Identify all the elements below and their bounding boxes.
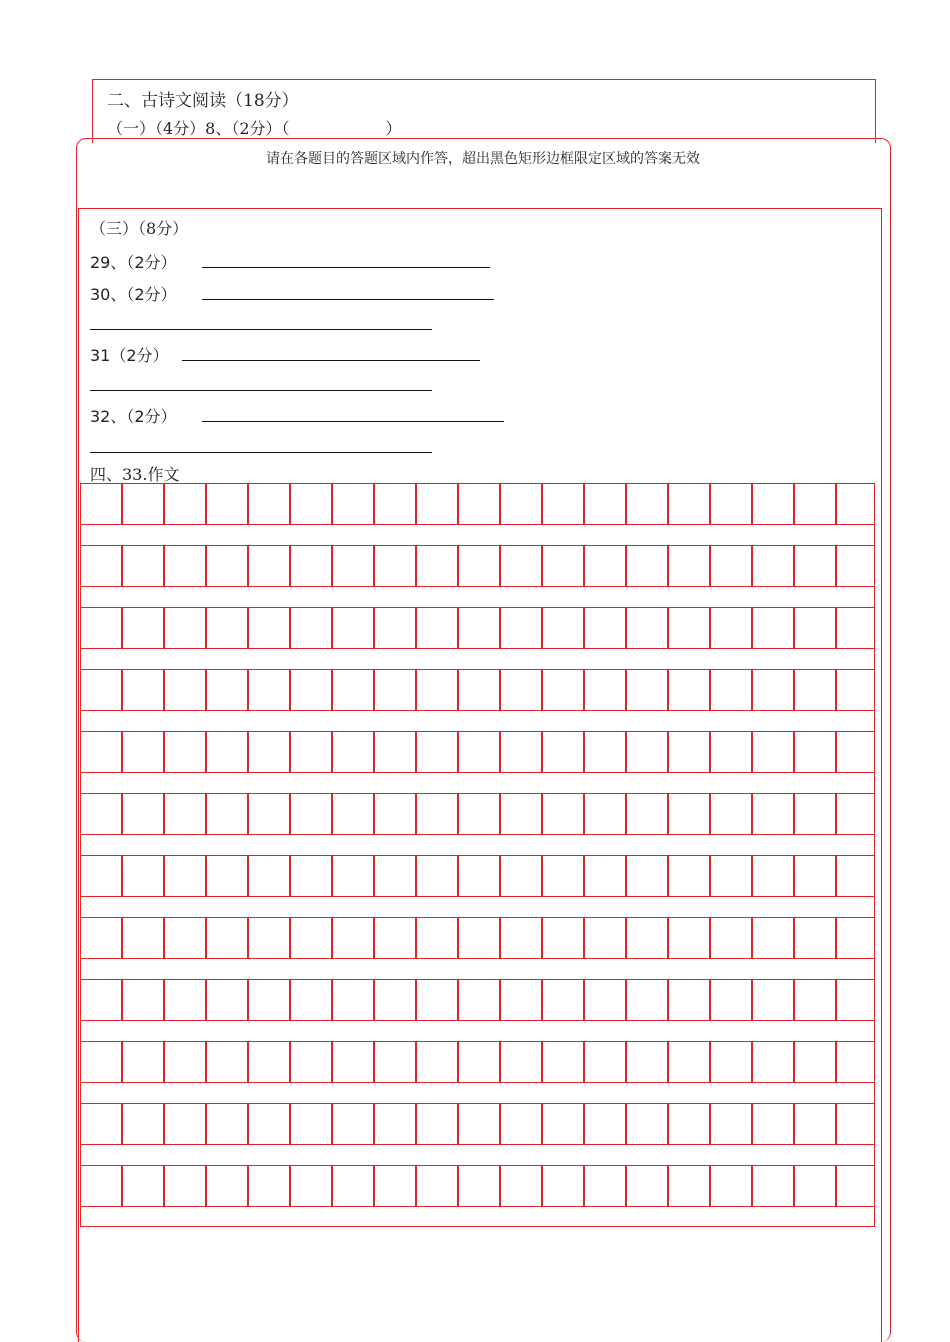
essay-grid-gap — [80, 711, 875, 731]
essay-grid-cell[interactable] — [794, 793, 836, 835]
essay-grid-cell[interactable] — [458, 793, 500, 835]
essay-grid-cell[interactable] — [794, 607, 836, 649]
essay-grid-cell[interactable] — [164, 607, 206, 649]
essay-grid-cell[interactable] — [248, 979, 290, 1021]
essay-grid-cell[interactable] — [290, 793, 332, 835]
essay-grid-cell[interactable] — [206, 607, 248, 649]
essay-grid-cell[interactable] — [794, 855, 836, 897]
essay-grid-cell[interactable] — [206, 917, 248, 959]
essay-grid-cell[interactable] — [836, 483, 875, 525]
essay-grid-cell[interactable] — [752, 1041, 794, 1083]
essay-grid-cell[interactable] — [626, 669, 668, 711]
essay-grid-cell[interactable] — [248, 607, 290, 649]
essay-grid-bottom-line — [80, 1226, 875, 1227]
essay-grid-cell[interactable] — [416, 545, 458, 587]
essay-grid-cell[interactable] — [374, 1041, 416, 1083]
essay-grid-cell[interactable] — [80, 545, 122, 587]
section-3-title: （三）（8分） — [90, 219, 189, 238]
essay-grid-cell[interactable] — [332, 1103, 374, 1145]
essay-grid-cell[interactable] — [332, 1165, 374, 1207]
essay-grid-cell[interactable] — [290, 1103, 332, 1145]
essay-grid-cell[interactable] — [626, 917, 668, 959]
essay-grid-cell[interactable] — [836, 545, 875, 587]
answer-line-31[interactable] — [182, 360, 480, 361]
essay-grid-cell[interactable] — [542, 669, 584, 711]
essay-grid-cell[interactable] — [794, 917, 836, 959]
essay-grid-cell[interactable] — [122, 607, 164, 649]
essay-grid-cell[interactable] — [710, 669, 752, 711]
essay-grid-cell[interactable] — [332, 607, 374, 649]
essay-grid-cell[interactable] — [290, 607, 332, 649]
question-8-label: （一）（4分）8、（2分）（ ） — [107, 119, 402, 138]
answer-line-32[interactable] — [202, 421, 504, 422]
essay-grid-gap — [80, 897, 875, 917]
essay-grid-cell[interactable] — [710, 1041, 752, 1083]
essay-grid-cell[interactable] — [752, 669, 794, 711]
essay-grid-cell[interactable] — [500, 731, 542, 773]
essay-grid-cell[interactable] — [206, 545, 248, 587]
essay-grid-cell[interactable] — [668, 793, 710, 835]
essay-grid-cell[interactable] — [500, 855, 542, 897]
essay-grid-cell[interactable] — [710, 979, 752, 1021]
essay-grid-cell[interactable] — [290, 483, 332, 525]
essay-grid-cell[interactable] — [710, 607, 752, 649]
essay-grid-cell[interactable] — [164, 545, 206, 587]
essay-grid-cell[interactable] — [416, 1041, 458, 1083]
essay-grid-cell[interactable] — [206, 1165, 248, 1207]
essay-grid-row — [80, 669, 875, 711]
essay-grid-cell[interactable] — [584, 917, 626, 959]
essay-grid-cell[interactable] — [290, 979, 332, 1021]
essay-grid-cell[interactable] — [164, 1041, 206, 1083]
essay-grid-cell[interactable] — [206, 793, 248, 835]
essay-grid-cell[interactable] — [542, 1165, 584, 1207]
essay-grid-cell[interactable] — [206, 855, 248, 897]
essay-grid-cell[interactable] — [332, 917, 374, 959]
essay-grid-cell[interactable] — [290, 855, 332, 897]
essay-grid-row — [80, 607, 875, 649]
essay-grid-cell[interactable] — [164, 669, 206, 711]
essay-grid-cell[interactable] — [122, 793, 164, 835]
essay-grid-cell[interactable] — [458, 731, 500, 773]
essay-grid-cell[interactable] — [752, 731, 794, 773]
essay-grid-cell[interactable] — [374, 979, 416, 1021]
essay-grid-cell[interactable] — [458, 483, 500, 525]
essay-grid-cell[interactable] — [710, 545, 752, 587]
essay-grid-cell[interactable] — [248, 1165, 290, 1207]
essay-grid-cell[interactable] — [542, 1103, 584, 1145]
essay-grid-cell[interactable] — [290, 731, 332, 773]
essay-grid-cell[interactable] — [836, 1103, 875, 1145]
essay-grid-cell[interactable] — [164, 483, 206, 525]
essay-grid-cell[interactable] — [752, 793, 794, 835]
essay-grid-cell[interactable] — [584, 1103, 626, 1145]
essay-grid-cell[interactable] — [332, 669, 374, 711]
essay-title: 四、33.作文 — [90, 465, 180, 484]
essay-grid-cell[interactable] — [206, 1041, 248, 1083]
essay-grid-cell[interactable] — [416, 855, 458, 897]
essay-grid-cell[interactable] — [374, 483, 416, 525]
essay-grid-cell[interactable] — [80, 1041, 122, 1083]
essay-grid-cell[interactable] — [374, 917, 416, 959]
essay-grid-cell[interactable] — [248, 731, 290, 773]
essay-grid-gap — [80, 649, 875, 669]
essay-grid-cell[interactable] — [80, 793, 122, 835]
essay-grid-cell[interactable] — [290, 669, 332, 711]
essay-grid-cell[interactable] — [584, 1041, 626, 1083]
essay-grid-cell[interactable] — [80, 917, 122, 959]
essay-grid-cell[interactable] — [584, 545, 626, 587]
essay-grid-cell[interactable] — [416, 607, 458, 649]
essay-grid-cell[interactable] — [332, 979, 374, 1021]
essay-grid-gap — [80, 959, 875, 979]
essay-grid-cell[interactable] — [500, 483, 542, 525]
essay-grid-gap — [80, 587, 875, 607]
essay-grid-cell[interactable] — [794, 483, 836, 525]
essay-grid-gap — [80, 1145, 875, 1165]
essay-grid-cell[interactable] — [290, 1041, 332, 1083]
essay-grid[interactable] — [80, 483, 875, 1223]
essay-grid-cell[interactable] — [752, 545, 794, 587]
essay-grid-cell[interactable] — [584, 607, 626, 649]
essay-grid-cell[interactable] — [584, 1165, 626, 1207]
essay-grid-cell[interactable] — [626, 483, 668, 525]
essay-grid-cell[interactable] — [542, 731, 584, 773]
essay-grid-cell[interactable] — [668, 669, 710, 711]
essay-grid-cell[interactable] — [836, 731, 875, 773]
essay-grid-cell[interactable] — [752, 979, 794, 1021]
essay-grid-cell[interactable] — [416, 731, 458, 773]
essay-grid-cell[interactable] — [500, 1041, 542, 1083]
essay-grid-cell[interactable] — [332, 731, 374, 773]
essay-grid-cell[interactable] — [542, 483, 584, 525]
essay-grid-cell[interactable] — [794, 669, 836, 711]
essay-grid-cell[interactable] — [752, 607, 794, 649]
essay-grid-cell[interactable] — [752, 1103, 794, 1145]
essay-grid-cell[interactable] — [416, 917, 458, 959]
essay-grid-cell[interactable] — [752, 483, 794, 525]
essay-grid-cell[interactable] — [122, 917, 164, 959]
essay-grid-cell[interactable] — [542, 1041, 584, 1083]
essay-grid-cell[interactable] — [542, 545, 584, 587]
essay-grid-cell[interactable] — [374, 607, 416, 649]
essay-grid-cell[interactable] — [332, 793, 374, 835]
essay-grid-cell[interactable] — [626, 979, 668, 1021]
essay-grid-cell[interactable] — [710, 731, 752, 773]
essay-grid-cell[interactable] — [80, 731, 122, 773]
essay-grid-cell[interactable] — [794, 1041, 836, 1083]
essay-grid-cell[interactable] — [206, 483, 248, 525]
essay-grid-row — [80, 979, 875, 1021]
essay-grid-cell[interactable] — [416, 793, 458, 835]
essay-grid-cell[interactable] — [80, 1103, 122, 1145]
essay-grid-cell[interactable] — [122, 979, 164, 1021]
essay-grid-cell[interactable] — [500, 1165, 542, 1207]
essay-grid-cell[interactable] — [836, 917, 875, 959]
essay-grid-cell[interactable] — [374, 669, 416, 711]
answer-line-30b[interactable] — [90, 329, 432, 330]
essay-grid-row — [80, 1041, 875, 1083]
essay-grid-cell[interactable] — [710, 917, 752, 959]
essay-grid-cell[interactable] — [332, 1041, 374, 1083]
essay-grid-cell[interactable] — [80, 855, 122, 897]
essay-grid-cell[interactable] — [752, 917, 794, 959]
essay-grid-cell[interactable] — [542, 917, 584, 959]
essay-grid-cell[interactable] — [668, 731, 710, 773]
essay-grid-cell[interactable] — [710, 1103, 752, 1145]
essay-grid-cell[interactable] — [542, 793, 584, 835]
essay-grid-cell[interactable] — [332, 855, 374, 897]
question-30-label: 30、（2分） — [90, 285, 177, 304]
essay-grid-cell[interactable] — [626, 1103, 668, 1145]
essay-grid-cell[interactable] — [668, 1165, 710, 1207]
essay-grid-cell[interactable] — [500, 607, 542, 649]
essay-grid-cell[interactable] — [710, 855, 752, 897]
essay-grid-cell[interactable] — [584, 669, 626, 711]
essay-grid-cell[interactable] — [206, 669, 248, 711]
essay-grid-cell[interactable] — [626, 731, 668, 773]
essay-grid-cell[interactable] — [122, 1165, 164, 1207]
essay-grid-cell[interactable] — [248, 669, 290, 711]
essay-grid-cell[interactable] — [164, 917, 206, 959]
essay-grid-cell[interactable] — [710, 483, 752, 525]
essay-grid-cell[interactable] — [248, 855, 290, 897]
section-2-title: 二、古诗文阅读（18分） — [107, 91, 299, 111]
essay-grid-cell[interactable] — [710, 793, 752, 835]
essay-grid-cell[interactable] — [836, 979, 875, 1021]
question-29-label: 29、（2分） — [90, 253, 177, 272]
essay-grid-cell[interactable] — [248, 483, 290, 525]
essay-grid-cell[interactable] — [248, 1041, 290, 1083]
essay-grid-cell[interactable] — [626, 855, 668, 897]
answer-line-30[interactable] — [202, 299, 494, 300]
essay-grid-cell[interactable] — [458, 1103, 500, 1145]
essay-grid-cell[interactable] — [248, 793, 290, 835]
essay-grid-row — [80, 855, 875, 897]
essay-grid-row — [80, 545, 875, 587]
essay-grid-cell[interactable] — [374, 545, 416, 587]
essay-grid-cell[interactable] — [836, 607, 875, 649]
essay-grid-cell[interactable] — [500, 669, 542, 711]
essay-grid-cell[interactable] — [206, 731, 248, 773]
essay-grid-cell[interactable] — [458, 917, 500, 959]
essay-grid-cell[interactable] — [668, 979, 710, 1021]
essay-grid-gap — [80, 525, 875, 545]
essay-grid-cell[interactable] — [458, 545, 500, 587]
essay-grid-cell[interactable] — [500, 793, 542, 835]
essay-grid-cell[interactable] — [584, 731, 626, 773]
essay-grid-cell[interactable] — [500, 917, 542, 959]
essay-grid-cell[interactable] — [164, 1103, 206, 1145]
essay-grid-row — [80, 731, 875, 773]
essay-grid-cell[interactable] — [458, 1165, 500, 1207]
essay-grid-cell[interactable] — [80, 483, 122, 525]
essay-grid-cell[interactable] — [290, 917, 332, 959]
essay-grid-cell[interactable] — [164, 1165, 206, 1207]
essay-grid-cell[interactable] — [500, 1103, 542, 1145]
essay-grid-gap — [80, 835, 875, 855]
essay-grid-cell[interactable] — [668, 1103, 710, 1145]
essay-grid-cell[interactable] — [710, 1165, 752, 1207]
essay-grid-cell[interactable] — [836, 793, 875, 835]
essay-grid-cell[interactable] — [836, 1041, 875, 1083]
essay-grid-cell[interactable] — [542, 855, 584, 897]
essay-grid-cell[interactable] — [80, 607, 122, 649]
essay-grid-cell[interactable] — [290, 545, 332, 587]
essay-grid-cell[interactable] — [626, 607, 668, 649]
essay-grid-cell[interactable] — [374, 793, 416, 835]
essay-grid-cell[interactable] — [836, 855, 875, 897]
essay-grid-row — [80, 483, 875, 525]
essay-grid-cell[interactable] — [416, 1103, 458, 1145]
answer-line-32b[interactable] — [90, 452, 432, 453]
essay-grid-cell[interactable] — [458, 669, 500, 711]
essay-grid-gap — [80, 773, 875, 793]
essay-grid-cell[interactable] — [374, 1165, 416, 1207]
essay-grid-cell[interactable] — [500, 979, 542, 1021]
essay-grid-cell[interactable] — [458, 855, 500, 897]
essay-grid-row — [80, 917, 875, 959]
essay-grid-cell[interactable] — [248, 917, 290, 959]
essay-grid-cell[interactable] — [668, 483, 710, 525]
essay-grid-cell[interactable] — [668, 1041, 710, 1083]
essay-grid-cell[interactable] — [584, 979, 626, 1021]
essay-grid-cell[interactable] — [248, 1103, 290, 1145]
essay-grid-cell[interactable] — [668, 545, 710, 587]
answer-line-31b[interactable] — [90, 390, 432, 391]
essay-grid-cell[interactable] — [584, 793, 626, 835]
essay-grid-cell[interactable] — [332, 483, 374, 525]
essay-grid-gap — [80, 1021, 875, 1041]
essay-grid-cell[interactable] — [164, 979, 206, 1021]
essay-grid-cell[interactable] — [668, 855, 710, 897]
question-31-label: 31（2分） — [90, 346, 169, 365]
essay-grid-cell[interactable] — [374, 1103, 416, 1145]
essay-grid-cell[interactable] — [416, 979, 458, 1021]
essay-grid-cell[interactable] — [626, 1041, 668, 1083]
essay-grid-cell[interactable] — [836, 669, 875, 711]
essay-grid-cell[interactable] — [794, 731, 836, 773]
essay-grid-cell[interactable] — [374, 855, 416, 897]
essay-grid-cell[interactable] — [206, 979, 248, 1021]
essay-grid-cell[interactable] — [794, 545, 836, 587]
essay-grid-cell[interactable] — [458, 607, 500, 649]
essay-grid-cell[interactable] — [752, 855, 794, 897]
essay-grid-row — [80, 1165, 875, 1207]
essay-grid-cell[interactable] — [542, 979, 584, 1021]
essay-grid-cell[interactable] — [248, 545, 290, 587]
essay-grid-cell[interactable] — [668, 607, 710, 649]
essay-grid-cell[interactable] — [164, 855, 206, 897]
essay-grid-gap — [80, 1083, 875, 1103]
essay-grid-cell[interactable] — [668, 917, 710, 959]
essay-grid-cell[interactable] — [416, 1165, 458, 1207]
essay-grid-cell[interactable] — [584, 855, 626, 897]
essay-grid-cell[interactable] — [626, 1165, 668, 1207]
essay-grid-cell[interactable] — [752, 1165, 794, 1207]
essay-grid-cell[interactable] — [80, 979, 122, 1021]
essay-grid-cell[interactable] — [80, 1165, 122, 1207]
question-32-label: 32、（2分） — [90, 407, 177, 426]
essay-grid-cell[interactable] — [122, 1041, 164, 1083]
essay-grid-cell[interactable] — [416, 669, 458, 711]
essay-grid-cell[interactable] — [542, 607, 584, 649]
essay-grid-cell[interactable] — [122, 1103, 164, 1145]
essay-grid-cell[interactable] — [584, 483, 626, 525]
essay-grid-cell[interactable] — [626, 545, 668, 587]
essay-grid-cell[interactable] — [836, 1165, 875, 1207]
essay-grid-cell[interactable] — [416, 483, 458, 525]
essay-grid-cell[interactable] — [794, 1165, 836, 1207]
essay-grid-cell[interactable] — [626, 793, 668, 835]
essay-grid-cell[interactable] — [458, 979, 500, 1021]
essay-grid-cell[interactable] — [794, 979, 836, 1021]
answer-line-29[interactable] — [202, 267, 490, 268]
essay-grid-row — [80, 1103, 875, 1145]
essay-grid-cell[interactable] — [164, 731, 206, 773]
essay-grid-cell[interactable] — [374, 731, 416, 773]
essay-grid-cell[interactable] — [332, 545, 374, 587]
essay-grid-cell[interactable] — [164, 793, 206, 835]
essay-grid-cell[interactable] — [122, 731, 164, 773]
essay-grid-cell[interactable] — [290, 1165, 332, 1207]
essay-grid-cell[interactable] — [458, 1041, 500, 1083]
essay-grid-row — [80, 793, 875, 835]
answer-area-notice: 请在各题目的答题区域内作答，超出黑色矩形边框限定区域的答案无效 — [266, 151, 700, 167]
essay-grid-cell[interactable] — [794, 1103, 836, 1145]
essay-grid-cell[interactable] — [122, 855, 164, 897]
essay-grid-cell[interactable] — [206, 1103, 248, 1145]
essay-grid-cell[interactable] — [122, 669, 164, 711]
essay-grid-cell[interactable] — [122, 483, 164, 525]
essay-grid-cell[interactable] — [122, 545, 164, 587]
essay-grid-gap — [80, 1207, 875, 1227]
essay-grid-cell[interactable] — [80, 669, 122, 711]
essay-grid-cell[interactable] — [500, 545, 542, 587]
